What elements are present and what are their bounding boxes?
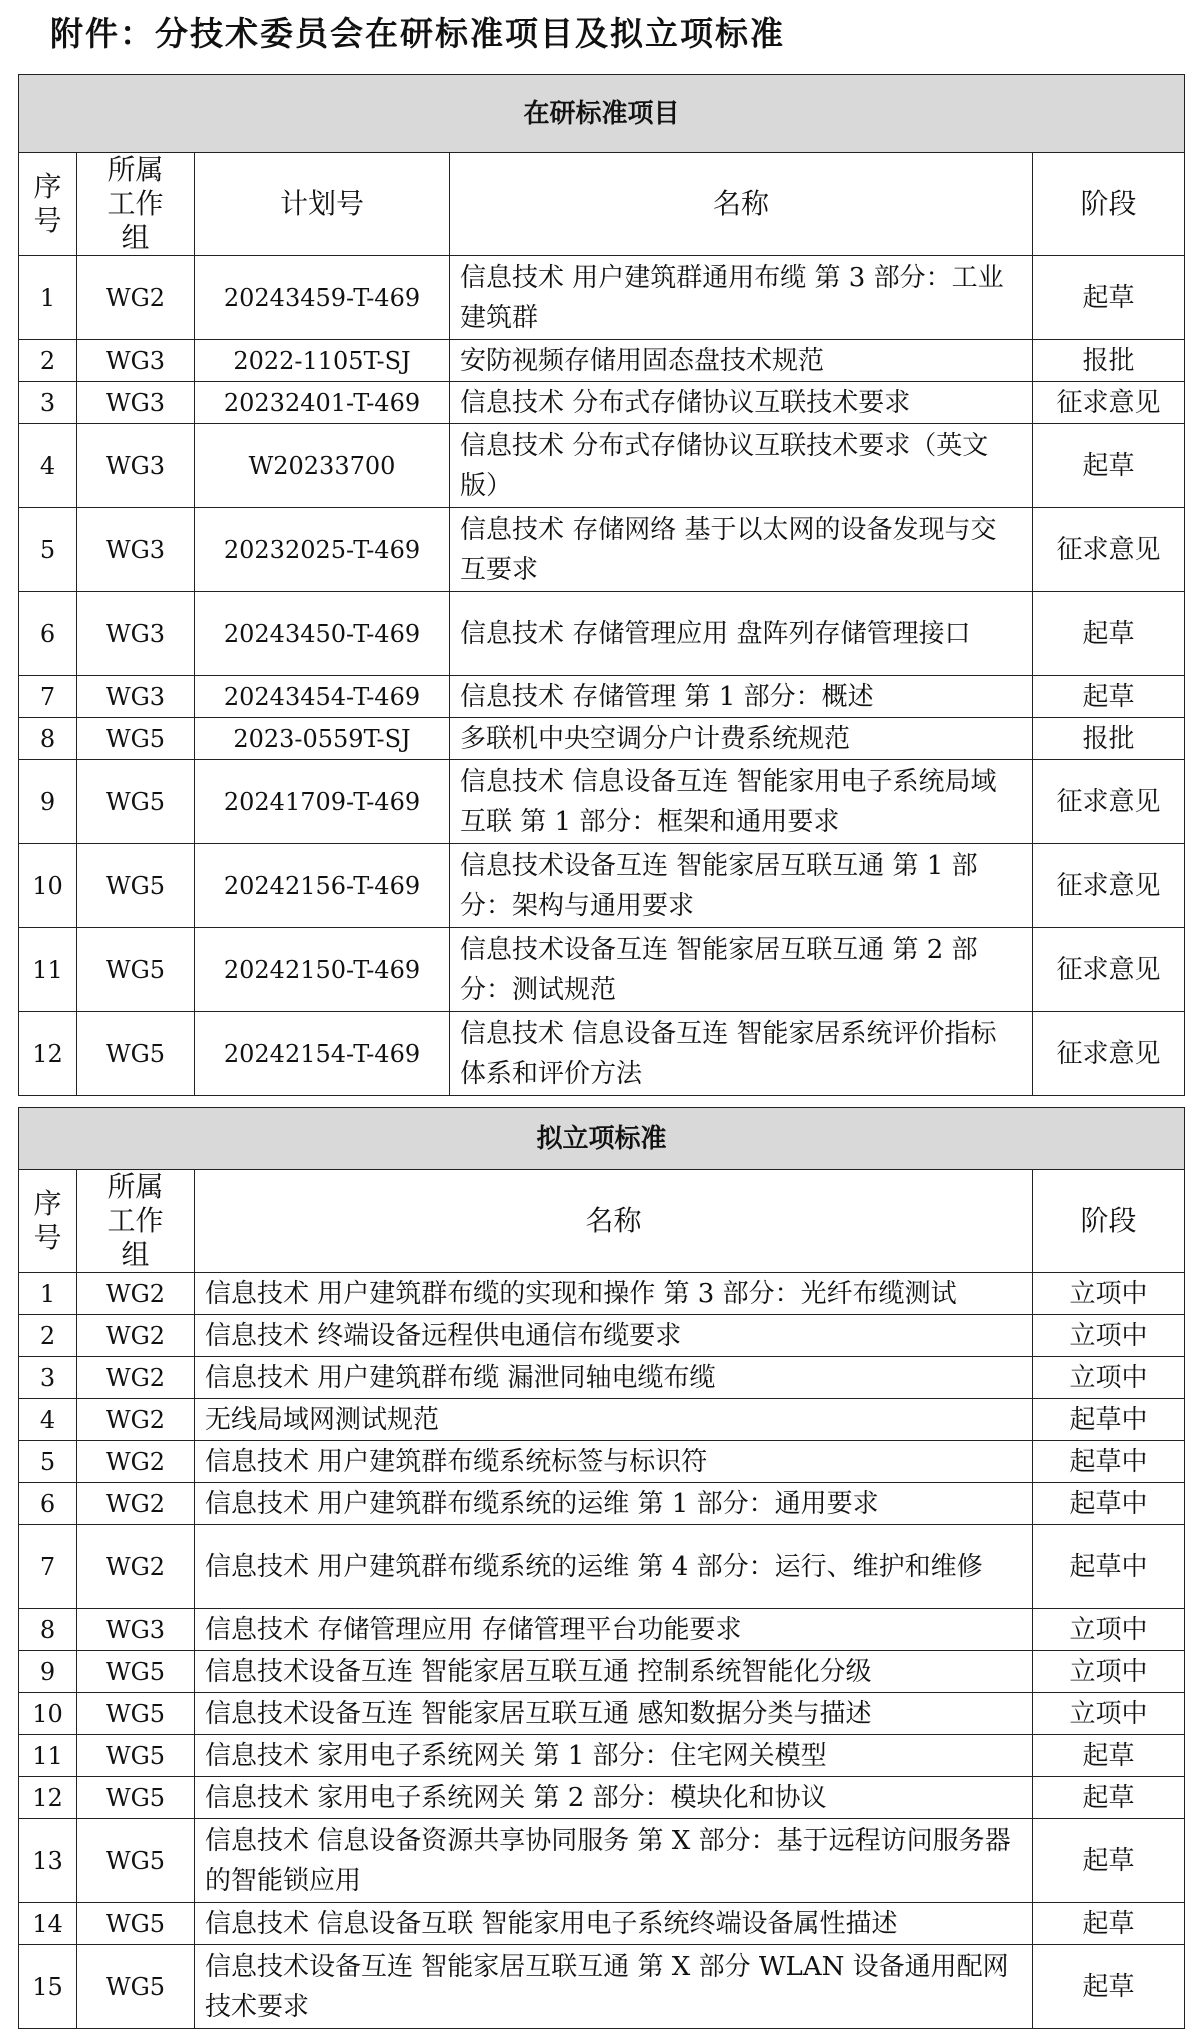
col-header-name: 名称 xyxy=(195,1170,1033,1273)
row-name: 信息技术设备互连 智能家居互联互通 第 X 部分 WLAN 设备通用配网技术要求 xyxy=(195,1945,1033,2029)
row-stage: 立项中 xyxy=(1033,1273,1185,1315)
row-group: WG3 xyxy=(77,676,195,718)
row-plan-number: 20232401-T-469 xyxy=(195,382,450,424)
row-name: 信息技术 终端设备远程供电通信布缆要求 xyxy=(195,1315,1033,1357)
row-stage: 征求意见 xyxy=(1033,928,1185,1012)
col-header-group: 所属工作组 xyxy=(77,153,195,256)
row-name: 信息技术 用户建筑群通用布缆 第 3 部分：工业建筑群 xyxy=(450,256,1033,340)
table-row xyxy=(19,676,1185,718)
row-plan-number: 20242156-T-469 xyxy=(195,844,450,928)
table-row xyxy=(19,256,1185,340)
row-group: WG5 xyxy=(77,1945,195,2029)
row-name: 信息技术 用户建筑群布缆系统的运维 第 4 部分：运行、维护和维修 xyxy=(195,1525,1033,1609)
row-group: WG5 xyxy=(77,1735,195,1777)
row-name: 信息技术 用户建筑群布缆 漏泄同轴电缆布缆 xyxy=(195,1357,1033,1399)
row-stage: 起草 xyxy=(1033,1777,1185,1819)
row-number: 5 xyxy=(19,1441,77,1483)
table-row xyxy=(19,1441,1185,1483)
col-header-stage: 阶段 xyxy=(1033,1170,1185,1273)
row-group: WG5 xyxy=(77,928,195,1012)
row-plan-number: 20242150-T-469 xyxy=(195,928,450,1012)
row-group: WG2 xyxy=(77,1441,195,1483)
table-in-progress xyxy=(18,74,1185,1096)
row-group: WG5 xyxy=(77,760,195,844)
table-row xyxy=(19,1483,1185,1525)
row-plan-number: W20233700 xyxy=(195,424,450,508)
row-group: WG3 xyxy=(77,340,195,382)
row-number: 2 xyxy=(19,1315,77,1357)
row-stage: 起草 xyxy=(1033,256,1185,340)
row-plan-number: 2023-0559T-SJ xyxy=(195,718,450,760)
row-group: WG5 xyxy=(77,1651,195,1693)
row-number: 11 xyxy=(19,1735,77,1777)
row-group: WG2 xyxy=(77,1357,195,1399)
row-name: 信息技术 用户建筑群布缆系统的运维 第 1 部分：通用要求 xyxy=(195,1483,1033,1525)
row-group: WG2 xyxy=(77,1483,195,1525)
row-number: 1 xyxy=(19,1273,77,1315)
table-row xyxy=(19,928,1185,1012)
row-number: 4 xyxy=(19,1399,77,1441)
table-proposed xyxy=(18,1107,1185,2029)
row-stage: 征求意见 xyxy=(1033,1012,1185,1096)
table-row xyxy=(19,1315,1185,1357)
row-number: 6 xyxy=(19,592,77,676)
page-title: 附件：分技术委员会在研标准项目及拟立项标准 xyxy=(50,14,785,53)
table-row xyxy=(19,424,1185,508)
row-group: WG2 xyxy=(77,1273,195,1315)
table-row xyxy=(19,1525,1185,1609)
table-title: 在研标准项目 xyxy=(19,75,1185,153)
col-header-no: 序号 xyxy=(19,153,77,256)
row-name: 多联机中央空调分户计费系统规范 xyxy=(450,718,1033,760)
row-name: 信息技术 家用电子系统网关 第 1 部分：住宅网关模型 xyxy=(195,1735,1033,1777)
row-plan-number: 20232025-T-469 xyxy=(195,508,450,592)
row-stage: 起草中 xyxy=(1033,1441,1185,1483)
row-name: 信息技术 存储管理 第 1 部分：概述 xyxy=(450,676,1033,718)
row-group: WG2 xyxy=(77,1315,195,1357)
row-number: 9 xyxy=(19,760,77,844)
row-stage: 立项中 xyxy=(1033,1609,1185,1651)
row-name: 信息技术 分布式存储协议互联技术要求（英文版） xyxy=(450,424,1033,508)
table-row xyxy=(19,1012,1185,1096)
table-row xyxy=(19,1777,1185,1819)
row-name: 信息技术 用户建筑群布缆系统标签与标识符 xyxy=(195,1441,1033,1483)
row-number: 14 xyxy=(19,1903,77,1945)
row-number: 3 xyxy=(19,382,77,424)
table-row xyxy=(19,592,1185,676)
row-number: 9 xyxy=(19,1651,77,1693)
row-stage: 立项中 xyxy=(1033,1315,1185,1357)
col-header-no: 序号 xyxy=(19,1170,77,1273)
table-row xyxy=(19,382,1185,424)
row-name: 无线局域网测试规范 xyxy=(195,1399,1033,1441)
row-stage: 起草中 xyxy=(1033,1525,1185,1609)
table-row xyxy=(19,1357,1185,1399)
row-number: 13 xyxy=(19,1819,77,1903)
row-stage: 征求意见 xyxy=(1033,844,1185,928)
row-number: 8 xyxy=(19,718,77,760)
row-group: WG5 xyxy=(77,1777,195,1819)
row-group: WG3 xyxy=(77,592,195,676)
row-number: 7 xyxy=(19,676,77,718)
row-plan-number: 20243450-T-469 xyxy=(195,592,450,676)
row-group: WG3 xyxy=(77,508,195,592)
row-number: 15 xyxy=(19,1945,77,2029)
table-row xyxy=(19,844,1185,928)
table-row xyxy=(19,1693,1185,1735)
row-name: 信息技术 存储网络 基于以太网的设备发现与交互要求 xyxy=(450,508,1033,592)
table-row xyxy=(19,1819,1185,1903)
row-plan-number: 2022-1105T-SJ xyxy=(195,340,450,382)
row-stage: 立项中 xyxy=(1033,1357,1185,1399)
row-group: WG3 xyxy=(77,424,195,508)
row-stage: 起草 xyxy=(1033,1903,1185,1945)
row-number: 10 xyxy=(19,1693,77,1735)
row-name: 信息技术 用户建筑群布缆的实现和操作 第 3 部分：光纤布缆测试 xyxy=(195,1273,1033,1315)
row-group: WG5 xyxy=(77,1819,195,1903)
table-row xyxy=(19,1609,1185,1651)
table-row xyxy=(19,1903,1185,1945)
row-plan-number: 20243454-T-469 xyxy=(195,676,450,718)
row-number: 12 xyxy=(19,1012,77,1096)
row-plan-number: 20243459-T-469 xyxy=(195,256,450,340)
row-name: 信息技术 信息设备互联 智能家用电子系统终端设备属性描述 xyxy=(195,1903,1033,1945)
table-row xyxy=(19,508,1185,592)
row-number: 7 xyxy=(19,1525,77,1609)
row-name: 信息技术 信息设备互连 智能家居系统评价指标体系和评价方法 xyxy=(450,1012,1033,1096)
row-number: 12 xyxy=(19,1777,77,1819)
row-stage: 起草 xyxy=(1033,424,1185,508)
row-name: 安防视频存储用固态盘技术规范 xyxy=(450,340,1033,382)
row-group: WG2 xyxy=(77,256,195,340)
row-stage: 立项中 xyxy=(1033,1651,1185,1693)
row-name: 信息技术 存储管理应用 存储管理平台功能要求 xyxy=(195,1609,1033,1651)
row-group: WG5 xyxy=(77,718,195,760)
table-row xyxy=(19,1651,1185,1693)
row-number: 11 xyxy=(19,928,77,1012)
table-row xyxy=(19,1399,1185,1441)
row-name: 信息技术 存储管理应用 盘阵列存储管理接口 xyxy=(450,592,1033,676)
row-number: 10 xyxy=(19,844,77,928)
row-stage: 起草 xyxy=(1033,1945,1185,2029)
row-plan-number: 20242154-T-469 xyxy=(195,1012,450,1096)
row-stage: 报批 xyxy=(1033,340,1185,382)
row-plan-number: 20241709-T-469 xyxy=(195,760,450,844)
row-group: WG5 xyxy=(77,1693,195,1735)
row-group: WG2 xyxy=(77,1525,195,1609)
row-number: 5 xyxy=(19,508,77,592)
row-stage: 起草中 xyxy=(1033,1483,1185,1525)
row-stage: 起草 xyxy=(1033,676,1185,718)
col-header-group: 所属工作组 xyxy=(77,1170,195,1273)
row-name: 信息技术 分布式存储协议互联技术要求 xyxy=(450,382,1033,424)
row-stage: 起草 xyxy=(1033,592,1185,676)
table-row xyxy=(19,340,1185,382)
row-number: 2 xyxy=(19,340,77,382)
row-number: 4 xyxy=(19,424,77,508)
row-name: 信息技术设备互连 智能家居互联互通 感知数据分类与描述 xyxy=(195,1693,1033,1735)
row-stage: 征求意见 xyxy=(1033,382,1185,424)
row-number: 1 xyxy=(19,256,77,340)
row-number: 6 xyxy=(19,1483,77,1525)
row-stage: 报批 xyxy=(1033,718,1185,760)
row-group: WG5 xyxy=(77,844,195,928)
row-stage: 起草 xyxy=(1033,1735,1185,1777)
col-header-plan: 计划号 xyxy=(195,153,450,256)
row-stage: 征求意见 xyxy=(1033,760,1185,844)
row-group: WG3 xyxy=(77,382,195,424)
row-name: 信息技术设备互连 智能家居互联互通 第 2 部分：测试规范 xyxy=(450,928,1033,1012)
row-group: WG5 xyxy=(77,1903,195,1945)
row-stage: 立项中 xyxy=(1033,1693,1185,1735)
table-row xyxy=(19,1945,1185,2029)
table-row xyxy=(19,1273,1185,1315)
row-name: 信息技术设备互连 智能家居互联互通 第 1 部分：架构与通用要求 xyxy=(450,844,1033,928)
row-name: 信息技术设备互连 智能家居互联互通 控制系统智能化分级 xyxy=(195,1651,1033,1693)
table-row xyxy=(19,718,1185,760)
row-group: WG5 xyxy=(77,1012,195,1096)
table-row xyxy=(19,1735,1185,1777)
row-stage: 起草 xyxy=(1033,1819,1185,1903)
row-stage: 起草中 xyxy=(1033,1399,1185,1441)
row-number: 3 xyxy=(19,1357,77,1399)
row-group: WG2 xyxy=(77,1399,195,1441)
row-group: WG3 xyxy=(77,1609,195,1651)
row-name: 信息技术 信息设备互连 智能家用电子系统局域互联 第 1 部分：框架和通用要求 xyxy=(450,760,1033,844)
row-name: 信息技术 家用电子系统网关 第 2 部分：模块化和协议 xyxy=(195,1777,1033,1819)
row-number: 8 xyxy=(19,1609,77,1651)
table-row xyxy=(19,760,1185,844)
col-header-name: 名称 xyxy=(450,153,1033,256)
col-header-stage: 阶段 xyxy=(1033,153,1185,256)
row-name: 信息技术 信息设备资源共享协同服务 第 X 部分：基于远程访问服务器的智能锁应用 xyxy=(195,1819,1033,1903)
table-title: 拟立项标准 xyxy=(19,1108,1185,1170)
row-stage: 征求意见 xyxy=(1033,508,1185,592)
